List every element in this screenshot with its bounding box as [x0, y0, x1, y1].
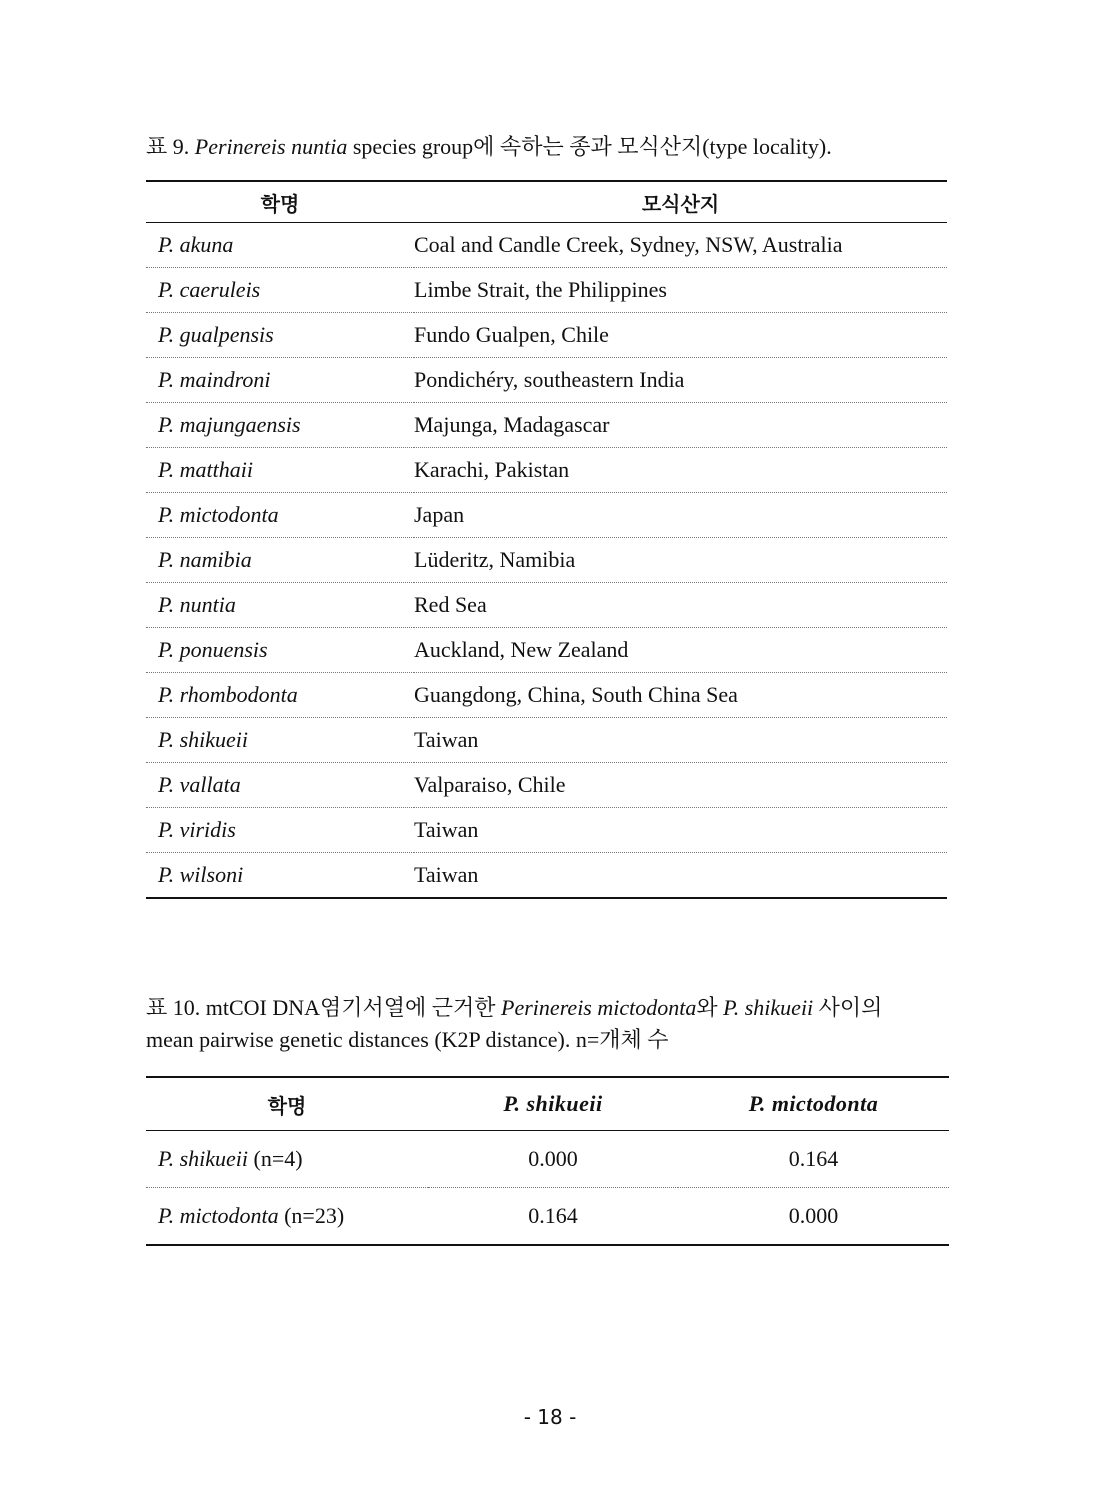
locality-cell: Coal and Candle Creek, Sydney, NSW, Australia [414, 223, 947, 268]
species-cell: P. namibia [146, 538, 414, 583]
locality-cell: Taiwan [414, 862, 479, 887]
distance-mictodonta-cell: 0.164 [678, 1131, 949, 1188]
species-cell: P. akuna [146, 223, 414, 268]
table-row [146, 538, 947, 583]
locality-cell: Guangdong, China, South China Sea [414, 673, 947, 718]
caption-genus: Perinereis nuntia [194, 134, 348, 159]
locality-cell: Taiwan [414, 808, 947, 853]
sample-size: (n=4) [253, 1146, 303, 1171]
locality-cell: Fundo Gualpen, Chile [414, 313, 947, 358]
header-species: 학명 [146, 1077, 428, 1131]
table-row [146, 718, 947, 763]
caption-prefix: 표 9. [146, 134, 195, 159]
table-row [146, 313, 947, 358]
table10-caption [146, 992, 976, 1056]
sample-size: (n=23) [284, 1203, 345, 1228]
species-cell: P. rhombodonta [146, 673, 414, 718]
caption-line-2: mean pairwise genetic distances (K2P distance). n=개체 수 [146, 1027, 669, 1052]
table-row [146, 223, 947, 268]
locality-cell: Red Sea [414, 583, 947, 628]
caption-species-2: P. shikueii [723, 995, 814, 1020]
distance-shikueii-cell: 0.164 [528, 1203, 578, 1228]
table-row [146, 268, 947, 313]
locality-cell: Taiwan [414, 718, 947, 763]
species-name: P. mictodonta [158, 1203, 279, 1228]
species-cell: P. matthaii [146, 448, 414, 493]
table-row [146, 853, 947, 899]
locality-cell: Pondichéry, southeastern India [414, 358, 947, 403]
species-cell: P. ponuensis [146, 628, 414, 673]
table-row [146, 448, 947, 493]
locality-cell: Lüderitz, Namibia [414, 538, 947, 583]
species-cell: P. viridis [146, 808, 414, 853]
page-number: - 18 - [523, 1405, 577, 1429]
caption-suffix: 사이의 [813, 995, 883, 1020]
locality-cell: Japan [414, 493, 947, 538]
table-row [146, 808, 947, 853]
table-row [146, 493, 947, 538]
species-cell: P. mictodonta [146, 493, 414, 538]
locality-cell: Karachi, Pakistan [414, 448, 947, 493]
header-shikueii: P. shikueii [428, 1077, 678, 1131]
type-locality-table [146, 180, 947, 899]
table9-caption [146, 131, 966, 163]
species-cell: P. majungaensis [146, 403, 414, 448]
caption-species-1: Perinereis mictodonta [501, 995, 697, 1020]
species-cell: P. caeruleis [146, 268, 414, 313]
table-row [146, 358, 947, 403]
species-cell: P. vallata [146, 763, 414, 808]
table-row [146, 583, 947, 628]
species-cell: P. nuntia [146, 583, 414, 628]
species-cell [146, 1131, 428, 1188]
caption-mid: 와 [696, 995, 724, 1020]
locality-cell: Valparaiso, Chile [414, 763, 947, 808]
header-mictodonta: P. mictodonta [678, 1077, 949, 1131]
species-cell [146, 1188, 428, 1246]
species-cell: P. shikueii [146, 718, 414, 763]
locality-cell: Majunga, Madagascar [414, 403, 947, 448]
caption-prefix: 표 10. mtCOI DNA염기서열에 근거한 [146, 995, 502, 1020]
table-row [146, 763, 947, 808]
distance-mictodonta-cell: 0.000 [788, 1203, 839, 1228]
header-species: 학명 [146, 181, 414, 223]
table-row [146, 1131, 949, 1188]
species-name: P. shikueii [158, 1146, 249, 1171]
table-row [146, 628, 947, 673]
table-header-row [146, 1077, 949, 1131]
species-cell: P. gualpensis [146, 313, 414, 358]
caption-suffix: species group에 속하는 종과 모식산지(type locality). [347, 134, 832, 159]
locality-cell: Limbe Strait, the Philippines [414, 268, 947, 313]
species-cell: P. wilsoni [158, 862, 244, 887]
table-row [146, 1188, 949, 1246]
table-row [146, 403, 947, 448]
genetic-distance-table [146, 1076, 949, 1246]
header-locality: 모식산지 [414, 181, 947, 223]
table-row [146, 673, 947, 718]
locality-cell: Auckland, New Zealand [414, 628, 947, 673]
caption-line-1 [146, 992, 976, 1024]
distance-shikueii-cell: 0.000 [428, 1131, 678, 1188]
table-header-row [146, 181, 947, 223]
species-cell: P. maindroni [146, 358, 414, 403]
